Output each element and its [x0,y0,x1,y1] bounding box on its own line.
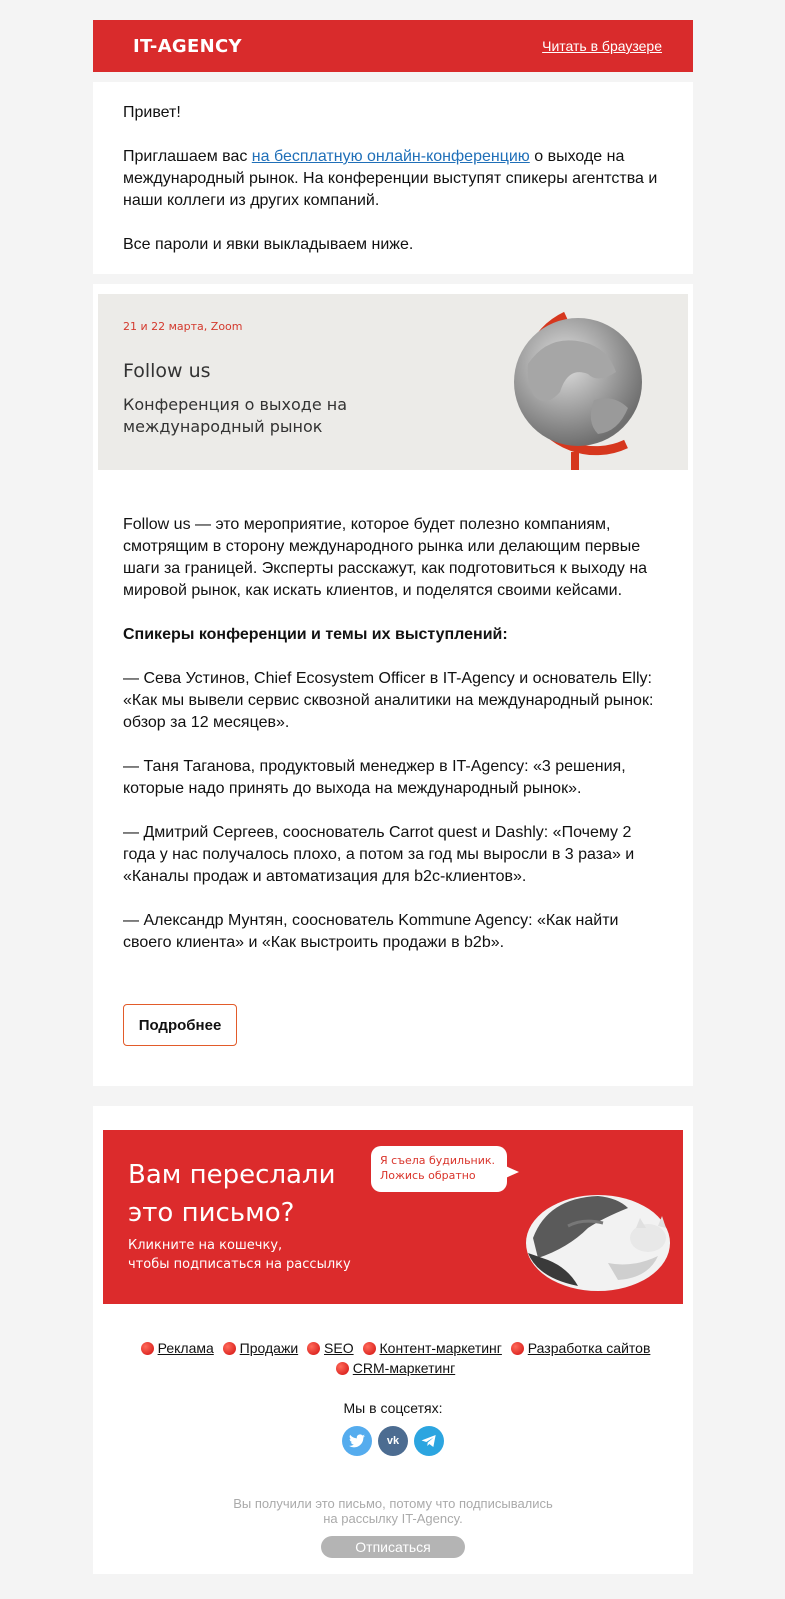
category-link[interactable]: CRM-маркетинг [352,1360,456,1376]
red-dot-icon [336,1362,349,1375]
email-header [93,20,693,72]
category-link[interactable]: Продажи [239,1340,299,1356]
intro-paragraph [123,146,663,212]
read-in-browser-link[interactable]: Читать в браузере [542,38,662,54]
speaker-item: — Александр Мунтян, сооснователь Kommune Agency: «Как найти своего клиента» и «Как выстроить продажи в b2b». [123,912,619,951]
category-link[interactable]: Реклама [157,1340,214,1356]
twitter-icon[interactable] [342,1426,372,1456]
category-link[interactable]: SEO [324,1340,354,1356]
intro-block [93,82,693,274]
red-dot-icon [511,1342,524,1355]
red-dot-icon [307,1342,320,1355]
social-label: Мы в соцсетях: [343,1400,443,1416]
telegram-icon[interactable] [414,1426,444,1456]
intro-text-end: о выходе на международный рынок. На конференции выступят спикеры агентства и наши коллеги из других компаний. [123,148,658,209]
red-dot-icon [223,1342,236,1355]
speaker-item: — Сева Устинов, Chief Ecosystem Officer в IT-Agency и основатель Elly: «Как мы вывели сервис сквозной аналитики на международный рынок: обзор за 12 месяцев». [123,670,654,731]
subscribe-banner[interactable] [103,1130,683,1304]
conference-banner[interactable] [98,294,688,470]
category-link[interactable]: Разработка сайтов [527,1340,651,1356]
banner-date: 21 и 22 марта, Zoom [123,320,243,333]
subscription-notice: Вы получили это письмо, потому что подписывались на рассылку IT-Agency. [233,1496,553,1526]
red-dot-icon [363,1342,376,1355]
speaker-item: — Таня Таганова, продуктовый менеджер в IT-Agency: «3 решения, которые надо принять до выхода на международный рынок». [123,758,626,797]
speech-bubble: Я съела будильник. Ложись обратно [371,1146,507,1192]
banner-title: Follow us [123,360,211,382]
banner-subtitle: Конференция о выходе на международный рынок [123,395,348,436]
footer-block [93,1106,693,1574]
article-paragraph: Follow us — это мероприятие, которое будет полезно компаниям, смотрящим в сторону международного рынка или делающим первые шаги за границей. Эксперты расскажут, как подготовиться к выходу на мировой рынок, как искать клиентов, и поделятся своими кейсами. [123,516,648,599]
article-body [123,514,668,954]
intro-paragraph-2: Все пароли и явки выкладываем ниже. [123,236,414,253]
conference-link[interactable]: на бесплатную онлайн-конференцию [251,148,530,165]
unsubscribe-button[interactable]: Отписаться [321,1536,465,1558]
more-button[interactable]: Подробнее [123,1004,237,1046]
greeting: Привет! [123,104,181,121]
cat-icon[interactable] [508,1168,678,1298]
forward-subtitle: Кликните на кошечку, чтобы подписаться на рассылку [128,1238,351,1272]
intro-text-start: Приглашаем вас [123,148,252,165]
category-links [113,1338,673,1378]
logo[interactable]: IT-AGENCY [133,35,242,57]
social-icons [93,1426,693,1456]
globe-icon [498,304,658,470]
red-dot-icon [141,1342,154,1355]
vk-icon[interactable]: vk [378,1426,408,1456]
speaker-item: — Дмитрий Сергеев, сооснователь Carrot quest и Dashly: «Почему 2 года у нас получалось плохо, а потом за год мы выросли в 3 раза» и «Каналы продаж и автоматизация для b2c-клиентов». [123,824,635,885]
main-block [93,284,693,1086]
speakers-heading: Спикеры конференции и темы их выступлений: [123,626,508,643]
category-link[interactable]: Контент-маркетинг [379,1340,502,1356]
forward-title: Вам переслали это письмо? [128,1160,336,1228]
